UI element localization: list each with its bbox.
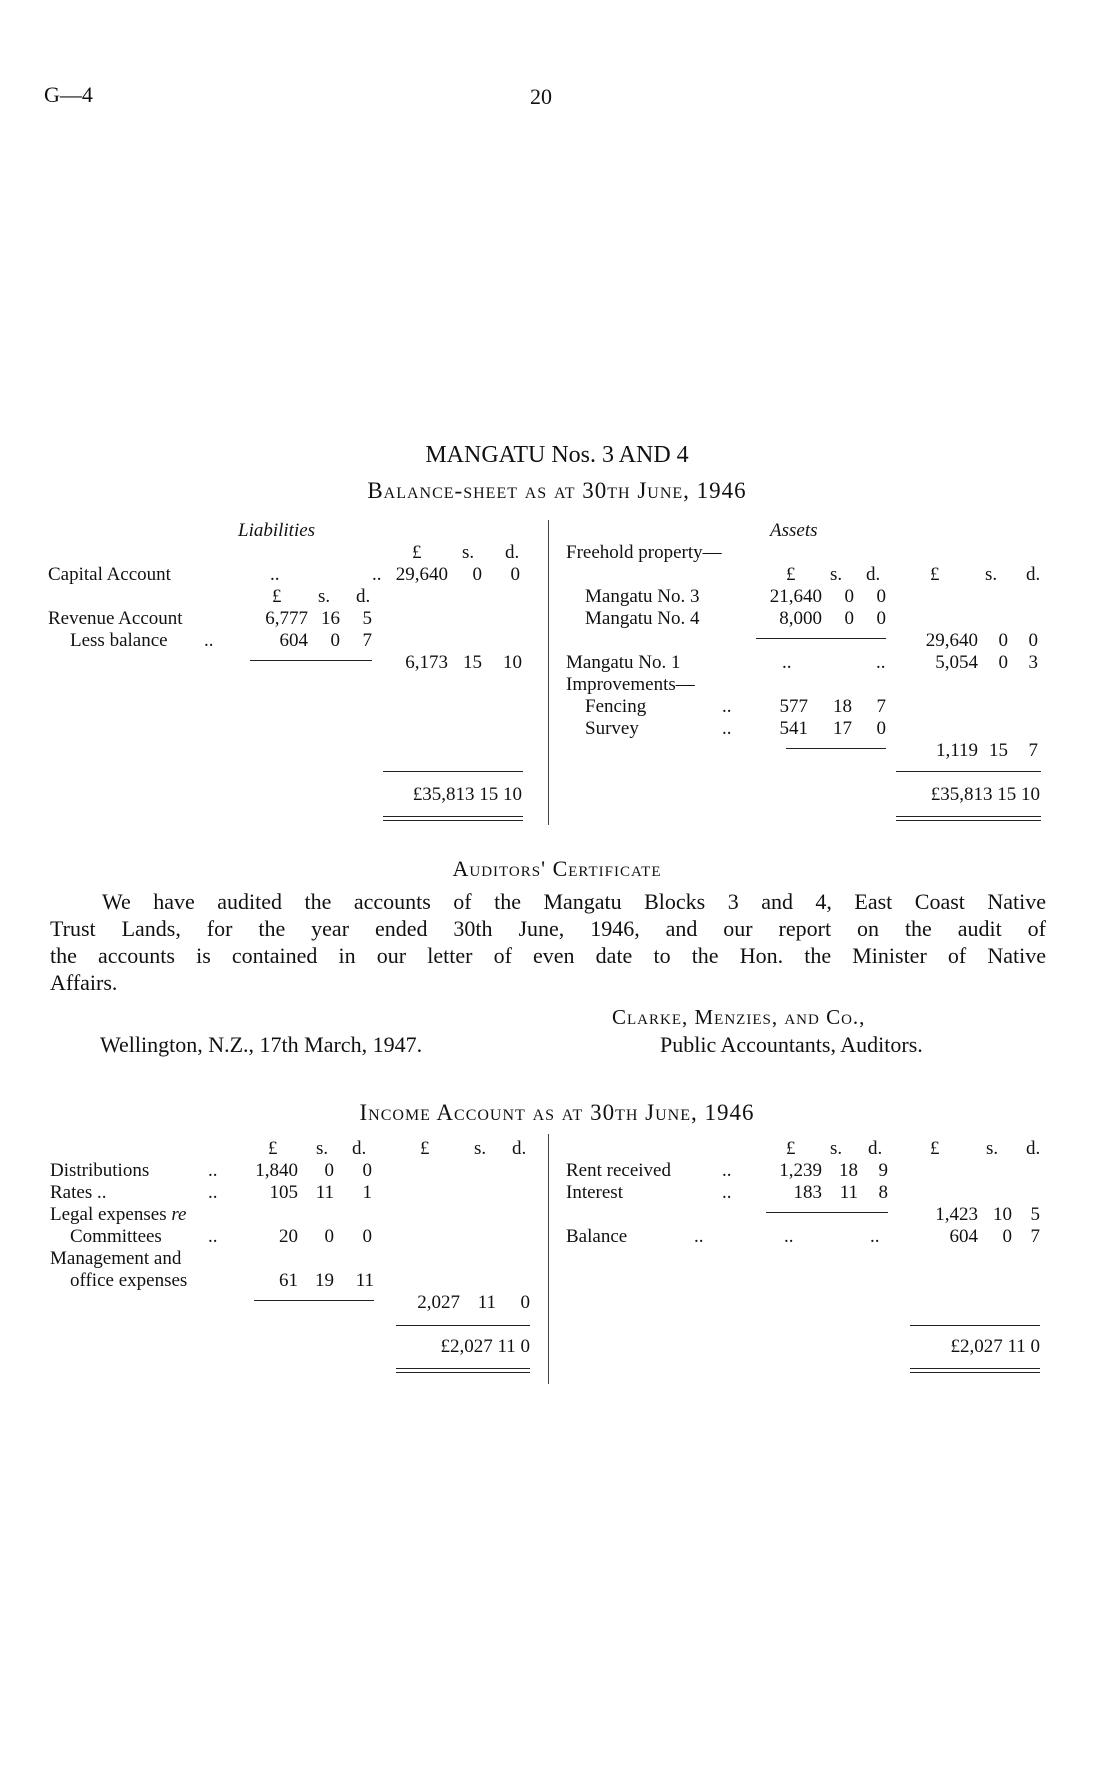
rent-shillings: 18 (839, 1160, 858, 1181)
assets-header-d-2: d. (1026, 564, 1041, 585)
mangatu-1-shillings: 0 (998, 652, 1008, 673)
rates-pounds: 105 (269, 1182, 298, 1203)
balance-sheet-title: Balance-sheet as at 30th June, 1946 (367, 478, 747, 503)
rule (910, 1325, 1040, 1326)
revenue-pounds: 6,777 (265, 608, 308, 629)
capital-account-label: Capital Account (48, 564, 171, 585)
distributions-label: Distributions (50, 1160, 150, 1181)
right-subtotal-pounds: 1,423 (935, 1204, 978, 1225)
rent-pence: 9 (878, 1160, 888, 1181)
inc-right-header-pound-2: £ (930, 1138, 940, 1159)
revenue-header-s: s. (318, 586, 331, 607)
rule (383, 771, 523, 772)
balance-pence: 7 (1030, 1226, 1040, 1247)
assets-header-s-2: s. (985, 564, 998, 585)
balance-pounds: 604 (949, 1226, 978, 1247)
distributions-dots: .. (208, 1160, 218, 1181)
right-subtotal-shillings: 10 (993, 1204, 1012, 1225)
legal-pounds: 20 (279, 1226, 298, 1247)
rates-shillings: 11 (315, 1182, 334, 1203)
inc-left-header-s-2: s. (474, 1138, 487, 1159)
certificate-body (50, 888, 1046, 996)
rates-pence: 1 (362, 1182, 372, 1203)
income-right-total: £2,027 11 0 (950, 1336, 1040, 1357)
less-balance-pounds: 604 (279, 630, 308, 651)
survey-pence: 0 (876, 718, 886, 739)
inc-left-header-pound-2: £ (420, 1138, 430, 1159)
liab-header-d: d. (505, 542, 520, 563)
auditor-firm: Clarke, Menzies, and Co., (612, 1005, 866, 1029)
inc-left-header-d-2: d. (512, 1138, 527, 1159)
mgmt-pounds: 61 (279, 1270, 298, 1291)
mangatu-4-shillings: 0 (844, 608, 854, 629)
certificate-line: We have audited the accounts of the Mangatu Blocks 3 and 4, East Coast Native (102, 889, 1046, 914)
mangatu-3-label: Mangatu No. 3 (585, 586, 700, 607)
rule (396, 1325, 530, 1326)
mangatu-1-pence: 3 (1028, 652, 1038, 673)
certificate-line: the accounts is contained in our letter of even date to the Hon. the Minister of Native (50, 943, 1046, 968)
mangatu-1-label: Mangatu No. 1 (566, 652, 681, 673)
less-balance-label: Less balance (70, 630, 168, 651)
less-balance-dots: .. (204, 630, 214, 651)
legal-expenses-label (50, 1204, 186, 1226)
balance-dots-2: .. (784, 1226, 794, 1247)
committees-dots: .. (208, 1226, 218, 1247)
left-subtotal-pounds: 2,027 (417, 1292, 460, 1313)
freehold-total-shillings: 0 (998, 630, 1008, 651)
inc-left-header-pound: £ (268, 1138, 278, 1159)
rule (786, 748, 886, 749)
less-balance-shillings: 0 (330, 630, 340, 651)
less-balance-pence: 7 (362, 630, 372, 651)
revenue-header-d: d. (356, 586, 371, 607)
mgmt-shillings: 19 (315, 1270, 334, 1291)
fencing-shillings: 18 (833, 696, 852, 717)
rule (756, 638, 886, 639)
freehold-total-pence: 0 (1028, 630, 1038, 651)
interest-dots: .. (722, 1182, 732, 1203)
assets-header-pound-2: £ (930, 564, 940, 585)
auditor-role: Public Accountants, Auditors. (660, 1032, 923, 1057)
improvements-label: Improvements— (566, 674, 695, 695)
improvements-total-pounds: 1,119 (935, 740, 978, 761)
committees-label: Committees (70, 1226, 162, 1247)
survey-pounds: 541 (779, 718, 808, 739)
balance-dots: .. (694, 1226, 704, 1247)
revenue-account-label: Revenue Account (48, 608, 183, 629)
legal-expenses-text: Legal expenses (50, 1204, 167, 1225)
mangatu-3-pence: 0 (876, 586, 886, 607)
rule (250, 660, 372, 661)
capital-dots-2: .. (372, 564, 382, 585)
income-account-title: Income Account as at 30th June, 1946 (359, 1100, 755, 1125)
assets-total: £35,813 15 10 (930, 784, 1040, 805)
assets-heading: Assets (770, 520, 818, 541)
capital-dots: .. (270, 564, 280, 585)
liabilities-heading: Liabilities (238, 520, 316, 541)
assets-header-pound: £ (786, 564, 796, 585)
revenue-shillings: 16 (321, 608, 340, 629)
balance-divider (548, 520, 549, 825)
mangatu-1-dots: .. (782, 652, 792, 673)
assets-header-d: d. (866, 564, 881, 585)
distributions-pence: 0 (362, 1160, 372, 1181)
rent-received-label: Rent received (566, 1160, 671, 1181)
signing-place-date: Wellington, N.Z., 17th March, 1947. (100, 1032, 423, 1057)
inc-right-header-pound: £ (786, 1138, 796, 1159)
inc-left-header-s: s. (316, 1138, 329, 1159)
assets-header-s: s. (830, 564, 843, 585)
mangatu-1-pounds: 5,054 (935, 652, 978, 673)
fencing-dots: .. (722, 696, 732, 717)
freehold-total-pounds: 29,640 (925, 630, 978, 651)
capital-pence: 0 (510, 564, 520, 585)
mangatu-4-pounds: 8,000 (779, 608, 822, 629)
capital-pounds: 29,640 (395, 564, 448, 585)
mangatu-3-pounds: 21,640 (769, 586, 822, 607)
interest-pence: 8 (878, 1182, 888, 1203)
liab-header-s: s. (462, 542, 475, 563)
left-subtotal-pence: 0 (520, 1292, 530, 1313)
survey-shillings: 17 (833, 718, 852, 739)
right-subtotal-pence: 5 (1030, 1204, 1040, 1225)
inc-right-header-d-2: d. (1026, 1138, 1041, 1159)
management-label: Management and (50, 1248, 182, 1269)
distributions-pounds: 1,840 (255, 1160, 298, 1181)
interest-label: Interest (566, 1182, 623, 1203)
income-divider (548, 1134, 549, 1384)
revenue-net-pence: 10 (503, 652, 522, 673)
liab-header-pound: £ (412, 542, 422, 563)
page-number: 20 (530, 84, 552, 109)
rent-pounds: 1,239 (779, 1160, 822, 1181)
inc-left-header-d: d. (352, 1138, 367, 1159)
double-rule (910, 1368, 1040, 1373)
double-rule (896, 816, 1041, 821)
mgmt-pence: 11 (355, 1270, 374, 1291)
certificate-line: Affairs. (50, 970, 118, 995)
balance-shillings: 0 (1002, 1226, 1012, 1247)
certificate-title: Auditors' Certificate (452, 856, 662, 881)
rule (896, 771, 1041, 772)
fencing-pence: 7 (876, 696, 886, 717)
freehold-label: Freehold property— (566, 542, 722, 563)
balance-dots-3: .. (870, 1226, 880, 1247)
legal-pence: 0 (362, 1226, 372, 1247)
fencing-label: Fencing (585, 696, 647, 717)
legal-re: re (171, 1204, 187, 1225)
liabilities-total: £35,813 15 10 (412, 784, 522, 805)
mangatu-4-pence: 0 (876, 608, 886, 629)
legal-shillings: 0 (324, 1226, 334, 1247)
revenue-net-pounds: 6,173 (405, 652, 448, 673)
revenue-header-pound: £ (272, 586, 282, 607)
improvements-total-pence: 7 (1028, 740, 1038, 761)
improvements-total-shillings: 15 (989, 740, 1008, 761)
income-left-total: £2,027 11 0 (440, 1336, 530, 1357)
mangatu-1-dots-2: .. (876, 652, 886, 673)
distributions-shillings: 0 (324, 1160, 334, 1181)
mangatu-4-label: Mangatu No. 4 (585, 608, 700, 629)
inc-right-header-d: d. (868, 1138, 883, 1159)
double-rule (396, 1368, 530, 1373)
capital-shillings: 0 (472, 564, 482, 585)
rent-received-dots: .. (722, 1160, 732, 1181)
office-expenses-label: office expenses (70, 1270, 188, 1291)
survey-label: Survey (585, 718, 639, 739)
mangatu-3-shillings: 0 (844, 586, 854, 607)
revenue-pence: 5 (362, 608, 372, 629)
left-subtotal-shillings: 11 (477, 1292, 496, 1313)
survey-dots: .. (722, 718, 732, 739)
fencing-pounds: 577 (779, 696, 808, 717)
rates-dots: .. (208, 1182, 218, 1203)
inc-right-header-s: s. (830, 1138, 843, 1159)
revenue-net-shillings: 15 (463, 652, 482, 673)
page-title: MANGATU Nos. 3 AND 4 (425, 442, 689, 468)
rule (766, 1212, 888, 1213)
certificate-line: Trust Lands, for the year ended 30th June, 1946, and our report on the audit of (50, 916, 1046, 941)
interest-shillings: 11 (839, 1182, 858, 1203)
balance-label: Balance (566, 1226, 628, 1247)
page-ref: G—4 (44, 82, 93, 107)
double-rule (383, 816, 523, 821)
interest-pounds: 183 (793, 1182, 822, 1203)
rates-label: Rates .. (50, 1182, 107, 1203)
rule (254, 1300, 374, 1301)
inc-right-header-s-2: s. (986, 1138, 999, 1159)
